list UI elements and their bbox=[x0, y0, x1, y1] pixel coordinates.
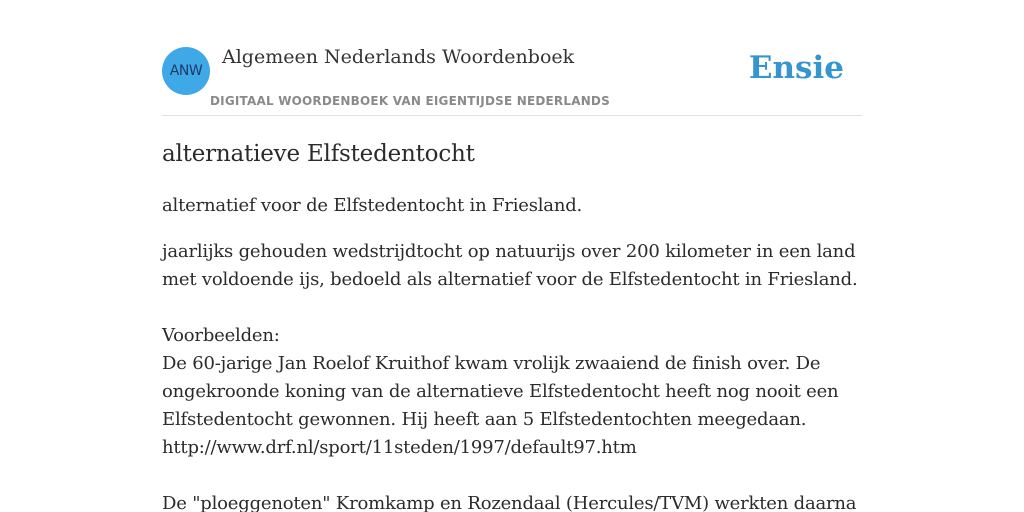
anw-logo[interactable]: ANW bbox=[162, 47, 210, 95]
example-item bbox=[162, 490, 867, 512]
site-title[interactable]: Algemeen Nederlands Woordenboek bbox=[222, 46, 575, 68]
example-source: http://www.drf.nl/sport/11steden/1997/default97.htm bbox=[162, 437, 637, 458]
short-definition: alternatief voor de Elfstedentocht in Friesland. bbox=[162, 195, 583, 216]
long-definition: jaarlijks gehouden wedstrijdtocht op natuurijs over 200 kilometer in een land met voldoende ijs, bedoeld als alternatief voor de Elfstedentocht in Friesland. bbox=[162, 241, 858, 290]
examples-label: Voorbeelden: bbox=[162, 325, 280, 346]
example-text: De "ploeggenoten" Kromkamp en Rozendaal (Hercules/TVM) werkten daarna bbox=[162, 493, 857, 512]
example-text: De 60-jarige Jan Roelof Kruithof kwam vrolijk zwaaiend de finish over. De ongekroonde koning van de alternatieve Elfstedentocht heeft nog nooit een Elfstedentocht gewonnen. Hij heeft aan 5 Elfstedentochten meegedaan. bbox=[162, 353, 839, 430]
entry-headword: alternatieve Elfstedentocht bbox=[162, 141, 475, 167]
entry-content bbox=[162, 136, 867, 512]
ensie-logo[interactable]: Ensie bbox=[748, 50, 844, 86]
site-subtitle: DIGITAAL WOORDENBOEK VAN EIGENTIJDSE NEDERLANDS bbox=[210, 94, 610, 108]
site-header bbox=[162, 40, 862, 116]
example-item bbox=[162, 350, 867, 462]
